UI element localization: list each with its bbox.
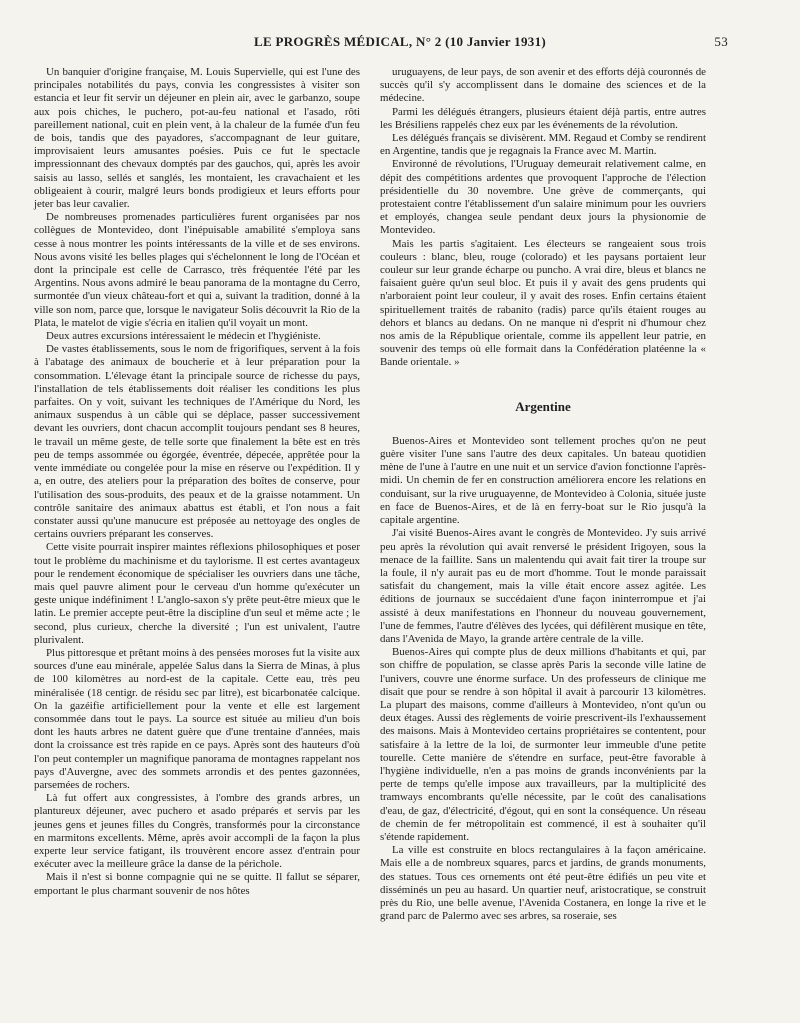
- paragraph: Un banquier d'origine française, M. Louis Supervielle, qui est l'une des principales notabilités du pays, convia les congressistes à visiter son estancia et leur fit servir un déjeuner en plein air, avec le garbanzo, soupe aux pois chiches, le puchero, pot-au-feu national et l'asado, rôti pareillement national, cuit en plein vent, à la chaleur de la fumée d'un feu de bois, tandis que des payadores, s'accompagnant de leur guitare, improvisaient leurs amusantes poésies. Puis ce fut le spectacle impressionnant des chevaux domptés par des gauchos, qui, après les avoir saisis au lasso, sellés et sanglés, les montaient, les cravachaient et les obligeaient à courir, malgré leurs bonds prodigieux et leurs efforts pour jeter bas leur cavalier.: [34, 66, 360, 211]
- section-heading: Argentine: [515, 398, 571, 414]
- page-number: 53: [714, 34, 728, 49]
- paragraph: Cette visite pourrait inspirer maintes réflexions philosophiques et poser tout le problème du machinisme et du taylorisme. Il est certes avantageux pour le rendement économique de spécialiser les ouvriers dans une tâche, mais quel pauvre aliment pour le cerveau d'un homme qu'exécuter un geste unique indéfiniment ! L'anglo-saxon s'y prête peut-être mieux que le latin. Le premier accepte peut-être la discipline d'un seul et même acte ; le second, plus curieux, cherche la diversité ; l'un est univalent, l'autre plurivalent.: [34, 541, 360, 646]
- paragraph: Mais les partis s'agitaient. Les électeurs se rangeaient sous trois couleurs : blanc, bleu, rouge (colorado) et les paysans portaient leur couleur sur leur grande écharpe ou puncho. A vrai dire, bleus et blancs ne faisaient guère qu'un seul bloc. Et puis il y avait des gens prudents qui n'arboraient point leur couleur, il y avait des roses. Enfin certains étaient spirituellement traités de rabanito (radis) parce qu'ils étaient rouges au dehors et blancs au dedans. On ne manque ni d'esprit ni d'humour chez nos amis de la République orientale, comme ils appellent leur patrie, en souvenir des temps où elle formait dans la Confédération platéenne la « Bande orientale. »: [380, 237, 706, 369]
- paragraph: De nombreuses promenades particulières furent organisées par nos collègues de Montevideo, dont l'inépuisable amabilité s'employa sans cesse à nous montrer les points intéressants de la ville et de ses environs. Nous avons visité les belles plages qui s'échelonnent le long de l'Océan et dont la principale est celle de Carrasco, très fréquentée l'été par les Argentins. Nous avons admiré le beau panorama de la montagne du Cerro, surmontée d'un vieux château-fort et qui a, suivant la tradition, donné à la ville son nom, parce que, lorsque le navigateur Solis découvrit la Rio de la Plata, le matelot de vigie s'écria en italien qu'il voyait un mont.: [34, 211, 360, 329]
- page-header: [0, 34, 800, 54]
- paragraph: Mais il n'est si bonne compagnie qui ne se quitte. Il fallut se séparer, emportant le plus charmant souvenir de nos hôtes: [34, 871, 360, 897]
- paragraph: Là fut offert aux congressistes, à l'ombre des grands arbres, un plantureux déjeuner, avec puchero et asado préparés et servis par les jeunes gens et jeunes filles du Congrès, transformés pour la circonstance en marmitons excellents. Même, après avoir accompli de la façon la plus experte leur service fatigant, ils trouvèrent encore assez d'entrain pour exécuter avec la meilleure grâce la danse de la périchole.: [34, 792, 360, 871]
- paragraph: Deux autres excursions intéressaient le médecin et l'hygiéniste.: [46, 330, 321, 343]
- paragraph: Plus pittoresque et prêtant moins à des pensées moroses fut la visite aux sources d'une eau minérale, appelée Salus dans la Sierra de Minas, à plus de 100 kilomètres au nord-est de la capitale. Cette eau, très peu minéralisée (18 centigr. de résidu sec par litre), est bicarbonatée calcique. On la gazéifie artificiellement pour la vente et elle est largement consommée dans tout le pays. La source est située au milieu d'un bois dont les hauts arbres ne datent guère que d'une trentaine d'années, mais dont la croissance est très rapide en ce pays. Après sont des hauteurs d'où l'on peut contempler un magnifique panorama de montagnes rappelant nos pays d'Auvergne, avec des sommets arrondis et des pentes gazonnées, parsemées de rochers.: [34, 646, 360, 791]
- paragraph: De vastes établissements, sous le nom de frigorifiques, servent à la fois à l'abatage des animaux de boucherie et à leur préparation pour la consommation. L'élevage étant la principale source de richesse du pays, l'installation de tels établissements doit réaliser les conditions les plus parfaites. On y voit, suivant les techniques de l'Amérique du Nord, les animaux suspendus à un câble qui se déplace, passer successivement devant les ouvriers, dont chacun accomplit toujours pendant ses 8 heures, le travail un même geste, de telle sorte que finalement la bête est en très peu de temps assommée ou égorgée, éventrée, dépecée, apprêtée pour la vente immédiate ou congelée pour la mise en réserve ou l'expédition. Il y a, en outre, des ateliers pour la préparation des boîtes de conserve, pour l'utilisation des sous-produits, des peaux et de la graisse notamment. Un contrôle sanitaire des animaux abattus est établi, et l'on nous a fait constater aussi qu'une manucure est préposée au nettoyage des ongles de certains ouvriers préparant les conserves.: [34, 343, 360, 541]
- left-column: [34, 66, 360, 898]
- paragraph: Parmi les délégués étrangers, plusieurs étaient déjà partis, entre autres les Brésiliens rappelés chez eux par les événements de la révolution.: [380, 105, 706, 131]
- paragraph: J'ai visité Buenos-Aires avant le congrès de Montevideo. J'y suis arrivé peu après la révolution qui avait renversé le président Irigoyen, sous la menace de la faillite. Sans un malentendu qui avait fait tirer la troupe sur la foule, il n'y aurait pas eu de mort d'homme. Tout le monde paraissait satisfait du changement, mais la ville était encore assez agitée. Les éditions de journaux se succédaient d'une façon ininterrompue et j'ai assisté à deux manifestations en l'honneur du nouveau gouvernement, l'une de femmes, l'autre d'élèves des lycées, qui défilèrent musique en tête, dans l'Avenida de Mayo, la grande artère centrale de la ville.: [380, 527, 706, 645]
- paragraph: La ville est construite en blocs rectangulaires à la façon américaine. Mais elle a de nombreux squares, parcs et jardins, de grands monuments, des statues. Tous ces ornements ont été peut-être édifiés un peu vite et disséminés un peu au hasard. Un quartier neuf, aristocratique, se construit près du Rio, une belle avenue, l'Avenida Costanera, en longe la rive et le grand parc de Palermo avec ses arbres, sa roseraie, ses: [380, 844, 706, 923]
- paragraph: Buenos-Aires et Montevideo sont tellement proches qu'on ne peut guère visiter l'une sans l'autre des deux capitales. Un bateau quotidien mène de l'une à l'autre en une nuit et un service d'avion fonctionne l'après-midi. Un chemin de fer en construction améliorera encore les relations en conduisant, sur la rive uruguayenne, de Montevideo à Colonia, située juste en face de Buenos-Aires, et de là en ferry-boat sur le Rio jusqu'à la capitale argentine.: [380, 434, 706, 527]
- paragraph: Les délégués français se divisèrent. MM. Regaud et Comby se rendirent en Argentine, tandis que je regagnais la France avec M. Martin.: [380, 132, 706, 158]
- paragraph: Environné de révolutions, l'Uruguay demeurait relativement calme, en dépit des compétitions ardentes que provoquent l'approche de l'élection présidentielle du 30 novembre. Une grève de commerçants, qui protestaient contre l'établissement d'un salaire minimum pour les ouvriers et employés, changea seule pendant deux jours la physionomie de Montevideo.: [380, 158, 706, 237]
- right-column: [380, 66, 706, 923]
- journal-header: LE PROGRÈS MÉDICAL, N° 2 (10 Janvier 1931): [253, 34, 546, 49]
- paragraph: uruguayens, de leur pays, de son avenir et des efforts déjà couronnés de succès qu'il s'y accomplissent dans le domaine des sciences et de la médecine.: [380, 66, 706, 105]
- paragraph: Buenos-Aires qui compte plus de deux millions d'habitants et qui, par son chiffre de population, se classe après Paris la seconde ville latine de l'univers, couvre une énorme surface. Un des professeurs de clinique me disait que pour se rendre à son hôpital il avait à parcourir 13 kilomètres. La plupart des maisons, comme d'ailleurs à Montevideo, n'ont qu'un ou deux étages. Aussi des règlements de voirie prescrivent-ils l'exhaussement des maisons. Mais à Montevideo certains propriétaires se contentent, pour satisfaire à la lettre de la loi, de surmonter leur immeuble d'une petite tourelle. Cette manière de s'étendre en surface, peut-être favorable à l'hygiène individuelle, n'en a pas moins de grands inconvénients par la perte de temps qu'elle impose aux travailleurs, par la multiplicité des tramways encombrants qu'elle nécessite, par le coût des canalisations d'eau, de gaz, d'électricité, d'égout, qui en sont la conséquence. Un réseau de chemin de fer métropolitain est commencé, il est à souhaiter qu'il s'étende rapidement.: [380, 646, 706, 843]
